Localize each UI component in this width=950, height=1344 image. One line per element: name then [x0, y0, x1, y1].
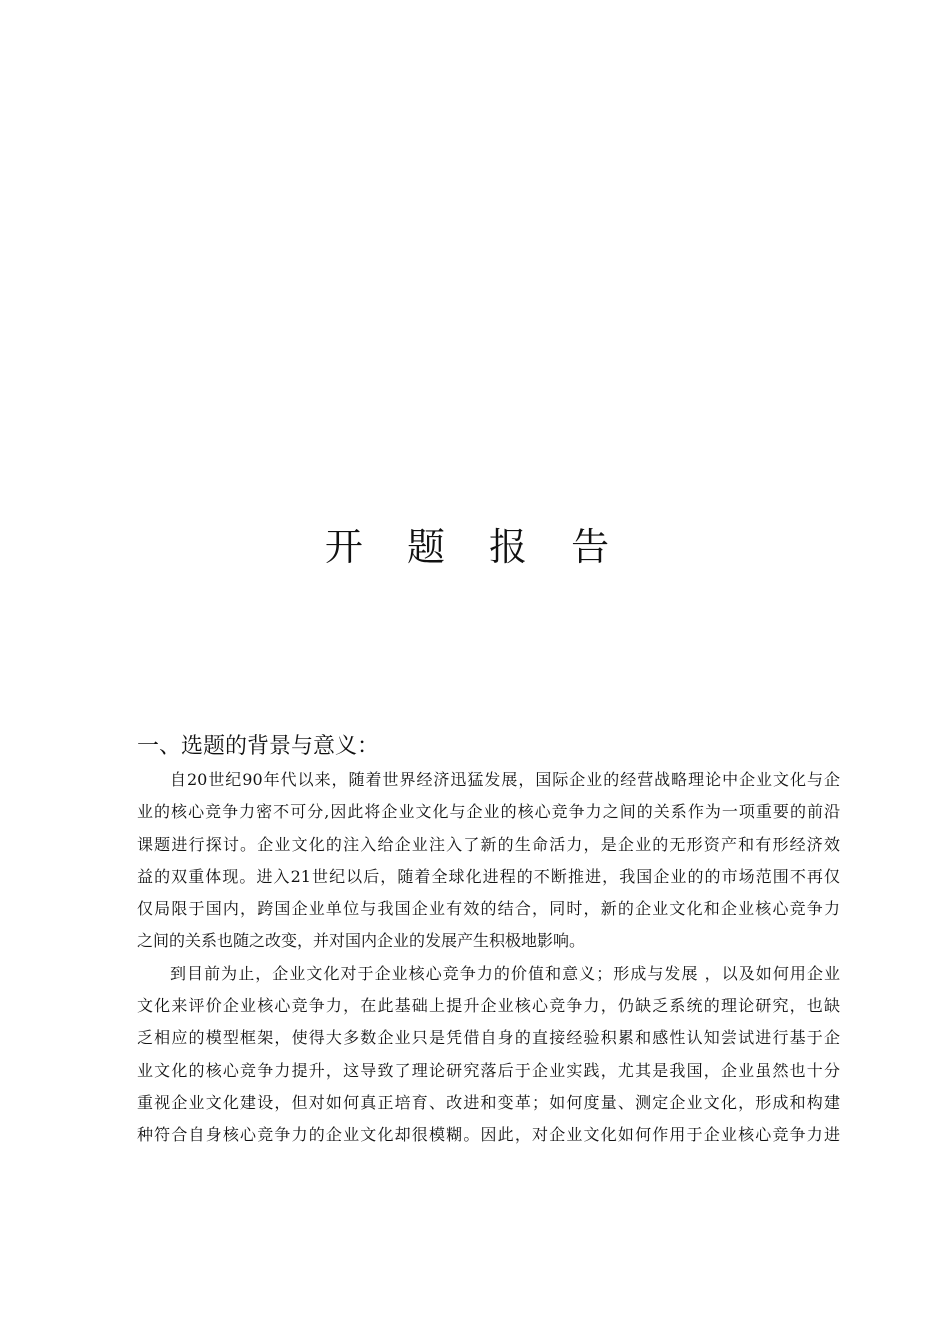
- section-body: [137, 764, 840, 1152]
- paragraph-1-line: 仅局限于国内，跨国企业单位与我国企业有效的结合，同时，新的企业文化和企业核心竞争力: [137, 899, 840, 919]
- paragraph-1-line: 课题进行探讨。企业文化的注入给企业注入了新的生命活力，是企业的无形资产和有形经济效: [137, 834, 840, 854]
- paragraph-1-line: 业的核心竞争力密不可分,因此将企业文化与企业的核心竞争力之间的关系作为一项重要的前沿: [137, 802, 840, 822]
- paragraph-1-line: 之间的关系也随之改变，并对国内企业的发展产生积极地影响。: [137, 931, 586, 951]
- paragraph-2-line: 业文化的核心竞争力提升，这导致了理论研究落后于企业实践，尤其是我国，企业虽然也十分: [137, 1060, 840, 1080]
- paragraph-1-line: 益的双重体现。进入21世纪以后，随着全球化进程的不断推进，我国企业的的市场范围不再仅: [137, 866, 840, 886]
- paragraph-2-line: 种符合自身核心竞争力的企业文化却很模糊。因此，对企业文化如何作用于企业核心竞争力进: [137, 1125, 840, 1145]
- section-heading: 一、选题的背景与意义：: [137, 734, 380, 759]
- paragraph-2-line: 重视企业文化建设，但对如何真正培育、改进和变革；如何度量、测定企业文化，形成和构建: [137, 1092, 840, 1112]
- paragraph-1-line: 自20世纪90年代以来，随着世界经济迅猛发展，国际企业的经营战略理论中企业文化与企: [170, 770, 840, 789]
- report-title: 开 题 报 告: [324, 525, 626, 569]
- paragraph-2-line: 乏相应的模型框架，使得大多数企业只是凭借自身的直接经验积累和感性认知尝试进行基于企: [137, 1028, 840, 1048]
- paragraph-2-line: 到目前为止，企业文化对于企业核心竞争力的价值和意义；形成与发展 ，以及如何用企业: [170, 963, 840, 983]
- paragraph-2-line: 文化来评价企业核心竞争力，在此基础上提升企业核心竞争力，仍缺乏系统的理论研究，也缺: [137, 996, 840, 1016]
